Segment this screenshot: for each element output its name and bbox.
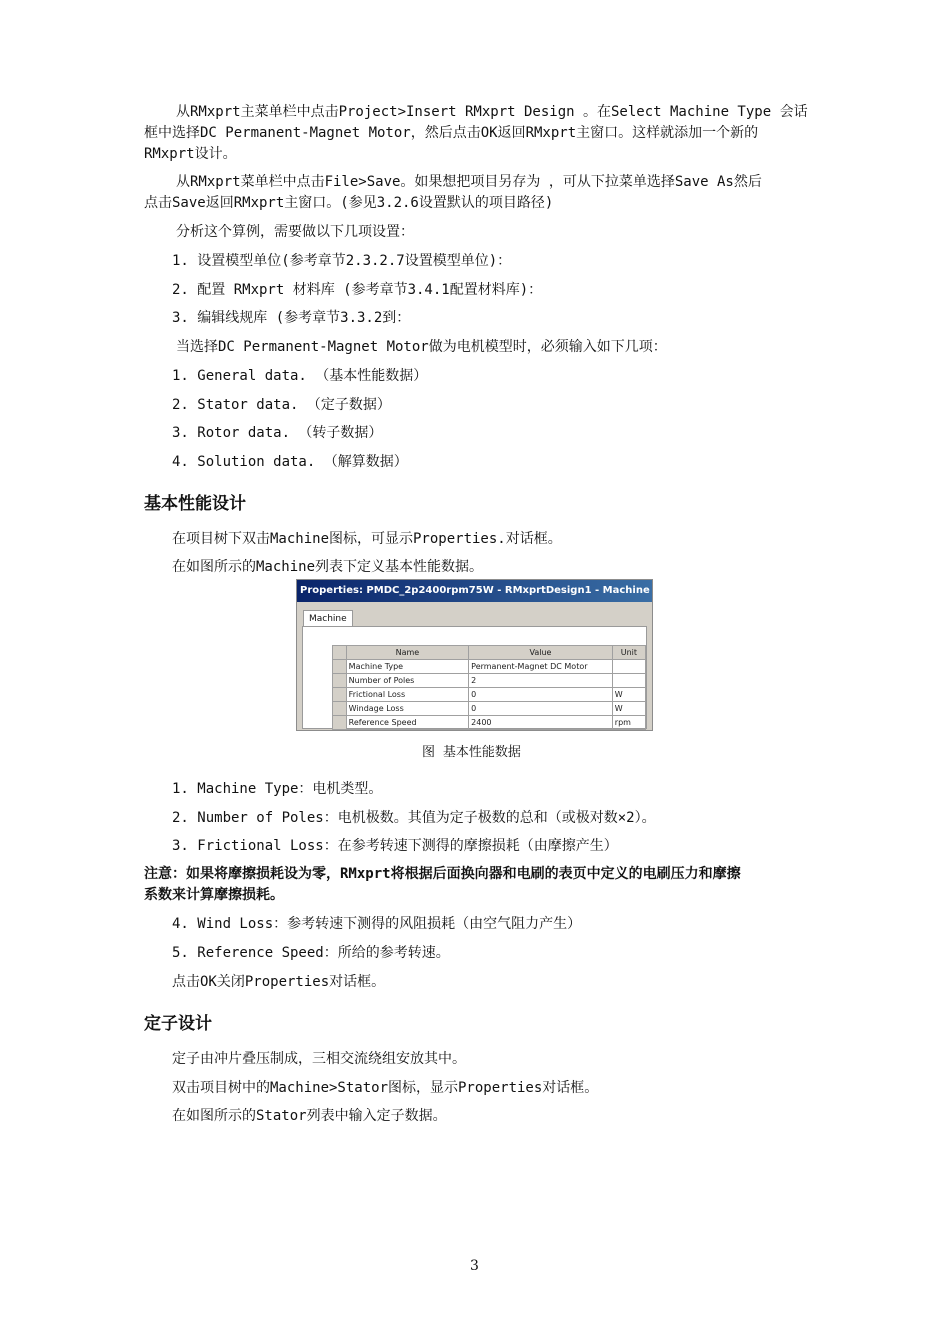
properties-dialog-screenshot xyxy=(296,579,653,731)
table-row xyxy=(333,660,646,674)
section1-item-1: 1. Machine Type：电机类型。 xyxy=(172,781,383,797)
intro-step-3: 3. 编辑线规库 (参考章节3.3.2到： xyxy=(172,310,411,326)
intro-p3: 分析这个算例，需要做以下几项设置： xyxy=(176,224,414,240)
note-line-1: 注意：如果将摩擦损耗设为零，RMxprt将根据后面换向器和电刷的表页中定义的电刷压力和摩擦 xyxy=(144,866,741,882)
table-cell-value: 0 xyxy=(469,688,613,702)
table-cell-unit: W xyxy=(612,688,645,702)
section1-item-2: 2. Number of Poles：电机极数。其值为定子极数的总和（或极对数×2）。 xyxy=(172,810,656,826)
table-header-value: Value xyxy=(469,646,613,660)
intro-step-2: 2. 配置 RMxprt 材料库 (参考章节3.4.1配置材料库)： xyxy=(172,282,543,298)
table-header-unit: Unit xyxy=(612,646,645,660)
table-cell-unit xyxy=(612,674,645,688)
table-cell-unit: W xyxy=(612,702,645,716)
intro-input-3: 3. Rotor data. （转子数据） xyxy=(172,425,383,441)
table-cell-unit xyxy=(612,660,645,674)
section1-p2: 在如图所示的Machine列表下定义基本性能数据。 xyxy=(172,559,483,575)
section2-p3: 在如图所示的Stator列表中输入定子数据。 xyxy=(172,1108,447,1124)
table-cell-name: Windage Loss xyxy=(346,702,468,716)
table-cell-name: Frictional Loss xyxy=(346,688,468,702)
dialog-panel xyxy=(302,626,647,729)
section1-item-5: 5. Reference Speed：所给的参考转速。 xyxy=(172,945,450,961)
table-cell-value: 2 xyxy=(469,674,613,688)
dialog-title: Properties: PMDC_2p2400rpm75W - RMxprtDesign1 - Machine xyxy=(297,580,652,602)
table-cell-name: Reference Speed xyxy=(346,716,468,730)
properties-table xyxy=(332,645,646,730)
section2-p2: 双击项目树中的Machine>Stator图标，显示Properties对话框。 xyxy=(172,1080,599,1096)
page-number: 3 xyxy=(470,1258,479,1274)
section1-p1: 在项目树下双击Machine图标，可显示Properties.对话框。 xyxy=(172,531,562,547)
section1-heading: 基本性能设计 xyxy=(144,494,246,514)
table-header-row xyxy=(333,646,646,660)
table-cell-value: Permanent-Magnet DC Motor xyxy=(469,660,613,674)
table-row xyxy=(333,702,646,716)
intro-p1-line1: 从RMxprt主菜单栏中点击Project>Insert RMxprt Design 。在Select Machine Type 会话 xyxy=(176,104,808,120)
intro-p1-line2: 框中选择DC Permanent-Magnet Motor，然后点击OK返回RMxprt主窗口。这样就添加一个新的 xyxy=(144,125,759,141)
note-line-2: 系数来计算摩擦损耗。 xyxy=(144,887,284,903)
intro-p1-line3: RMxprt设计。 xyxy=(144,146,237,162)
intro-p4: 当选择DC Permanent-Magnet Motor做为电机模型时，必须输入如下几项： xyxy=(176,339,667,355)
intro-input-1: 1. General data. （基本性能数据） xyxy=(172,368,428,384)
table-row xyxy=(333,716,646,730)
intro-p2-line1: 从RMxprt菜单栏中点击File>Save。如果想把项目另存为 ，可从下拉菜单选择Save As然后 xyxy=(176,174,762,190)
dialog-tab-machine: Machine xyxy=(303,610,353,627)
section1-item-4: 4. Wind Loss：参考转速下测得的风阻损耗（由空气阻力产生） xyxy=(172,916,582,932)
intro-p2-line2: 点击Save返回RMxprt主窗口。(参见3.2.6设置默认的项目路径) xyxy=(144,195,554,211)
table-row xyxy=(333,688,646,702)
figure-caption: 图 基本性能数据 xyxy=(422,745,521,760)
table-cell-value: 2400 xyxy=(469,716,613,730)
table-row xyxy=(333,674,646,688)
table-header-gutter xyxy=(333,646,347,660)
section2-p1: 定子由冲片叠压制成，三相交流绕组安放其中。 xyxy=(172,1051,466,1067)
intro-step-1: 1. 设置模型单位(参考章节2.3.2.7设置模型单位)： xyxy=(172,253,512,269)
section1-item-3: 3. Frictional Loss：在参考转速下测得的摩擦损耗（由摩擦产生） xyxy=(172,838,618,854)
table-cell-unit: rpm xyxy=(612,716,645,730)
intro-input-4: 4. Solution data. （解算数据） xyxy=(172,454,408,470)
section2-heading: 定子设计 xyxy=(144,1014,212,1034)
table-cell-name: Number of Poles xyxy=(346,674,468,688)
table-header-name: Name xyxy=(346,646,468,660)
intro-input-2: 2. Stator data. （定子数据） xyxy=(172,397,391,413)
table-cell-name: Machine Type xyxy=(346,660,468,674)
section1-close-text: 点击OK关闭Properties对话框。 xyxy=(172,974,386,990)
table-cell-value: 0 xyxy=(469,702,613,716)
